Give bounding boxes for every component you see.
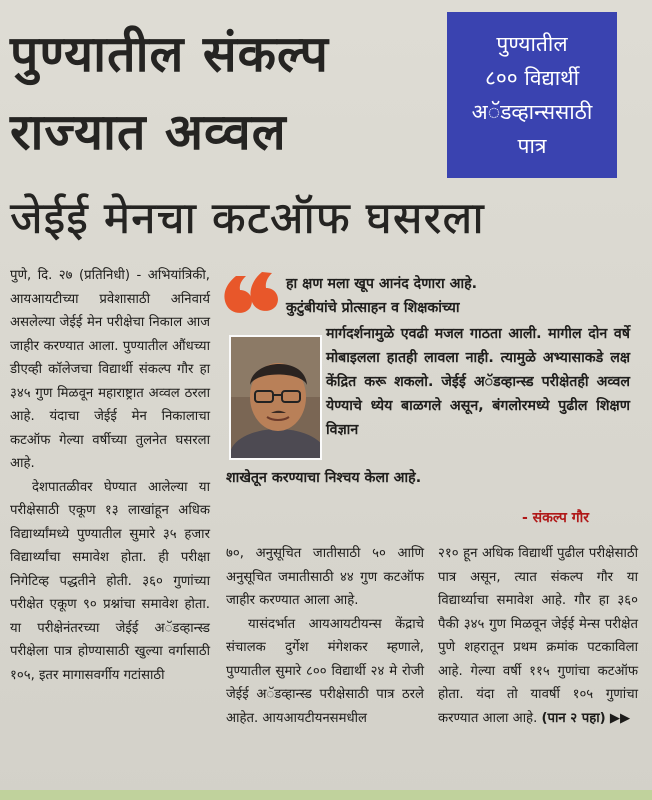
continued-on-page: (पान २ पहा): [541, 710, 606, 726]
quote-byline: - संकल्प गौर: [522, 510, 589, 526]
article-column-3: [438, 542, 638, 730]
subheadline: जेईई मेनचा कटऑफ घसरला: [10, 193, 485, 244]
quote-mark-icon: [222, 266, 282, 324]
highlight-line-3: अॅडव्हान्ससाठी: [471, 100, 593, 124]
highlight-line-2: ८०० विद्यार्थी: [484, 66, 580, 90]
headline-line-2: राज्यात अव्वल: [10, 103, 287, 161]
article-column-2: [226, 542, 424, 730]
quote-line: कुटुंबीयांचे प्रोत्साहन व शिक्षकांच्या: [286, 300, 460, 316]
person-photo: [229, 335, 322, 460]
article-column-1: [10, 264, 210, 687]
article-paragraph: २१० हून अधिक विद्यार्थी पुढील परीक्षेसाठी पात्र असून, त्यात संकल्प गौर या विद्यार्थ्याचा समावेश आहे. गौर हा ३६० पैकी ३४५ गुण मिळवून जेईई मेन्स परीक्षेत पुणे शहरातून प्रथम क्रमांक पटकाविला आहे. गेल्या वर्षी ११५ गुणांचा कटऑफ होता. यंदा तो यावर्षी १०५ गुणांचा करण्यात आला आहे.: [438, 546, 638, 726]
quote-text: [286, 272, 626, 320]
highlight-box: [447, 12, 617, 178]
quote-last-line: शाखेतून करण्याचा निश्चय केला आहे.: [226, 470, 422, 486]
dateline: पुणे, दि. २७ (प्रतिनिधी): [10, 268, 130, 283]
arrow-icon: ▶▶: [609, 710, 631, 726]
bottom-rule: [0, 790, 652, 800]
quote-line: हा क्षण मला खूप आनंद देणारा आहे.: [286, 276, 477, 292]
article-paragraph: देशपातळीवर घेण्यात आलेल्या या परीक्षेसाठी एकूण १३ लाखांहून अधिक विद्यार्थ्यांमध्ये पुण्यातील सुमारे ३५ हजार विद्यार्थ्यांचा समावेश होता. ही परीक्षा निगेटिव्ह पद्धतीने होती. ३६० गुणांच्या परीक्षेत एकूण ९० प्रश्नांचा समावेश होता. या परीक्षेनंतरच्या जेईई अॅडव्हान्स्ड परीक्षेला पात्र होण्यासाठी खुल्या वर्गासाठी १०५, इतर मागासवर्गीय गटांसाठी: [10, 479, 210, 683]
quote-body: मार्गदर्शनामुळे एवढी मजल गाठता आली. मागील दोन वर्षे मोबाइलला हातही लावला नाही. त्यामुळे अभ्यासाकडे लक्ष केंद्रित करू शकलो. जेईई अॅडव्हान्स्ड परीक्षेतही अव्वल येण्याचे ध्येय बाळगले असून, बंगलोरमध्ये पुढील शिक्षण विज्ञान: [326, 326, 630, 438]
highlight-line-1: पुण्यातील: [496, 32, 568, 56]
highlight-line-4: पात्र: [517, 134, 547, 158]
headline-line-1: पुण्यातील संकल्प: [10, 25, 329, 83]
portrait-image: [231, 337, 322, 460]
article-paragraph: यासंदर्भात आयआयटीयन्स केंद्राचे संचालक दुर्गेश मंगेशकर म्हणाले, पुण्यातील सुमारे ८०० विद्यार्थी २४ मे रोजी जेईई अॅडव्हान्स्ड परीक्षेसाठी पात्र ठरले आहेत. आयआयटीयनसमधील: [226, 616, 424, 726]
article-paragraph: ७०, अनुसूचित जातीसाठी ५० आणि अनुसूचित जमातीसाठी ४४ गुण कटऑफ जाहीर करण्यात आला आहे.: [226, 546, 424, 608]
article-paragraph: - अभियांत्रिकी, आयआयटीच्या प्रवेशासाठी अनिवार्य असलेल्या जेईई मेन परीक्षेचा निकाल आज जाहीर करण्यात आला. पुण्यातील औंधच्या डीएव्ही कॉलेजचा विद्यार्थी संकल्प गौर हा ३४५ गुण मिळवून महाराष्ट्रात अव्वल ठरला आहे. यंदाचा जेईई मेन निकालाचा कटऑफ गेल्या वर्षीच्या तुलनेत घसरला आहे.: [10, 268, 211, 471]
